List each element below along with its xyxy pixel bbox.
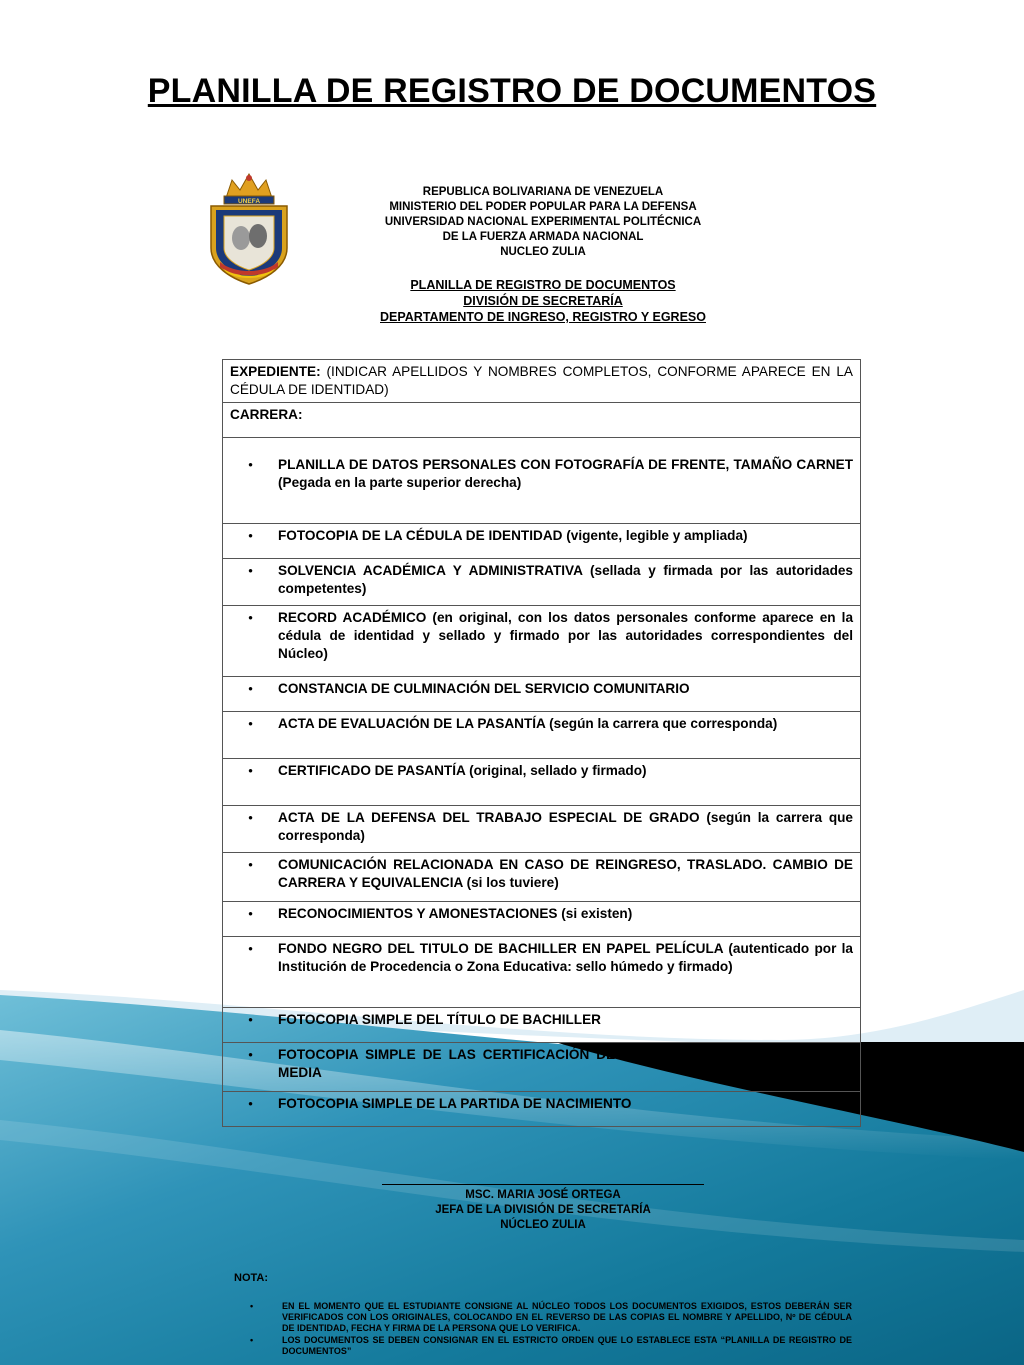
- signatory-role: JEFA DE LA DIVISIÓN DE SECRETARÍA: [435, 1204, 651, 1216]
- document-item: [223, 524, 861, 559]
- unefa-crest-logo: [206, 170, 292, 286]
- header-line: DE LA FUERZA ARMADA NACIONAL: [442, 231, 644, 243]
- document-item: [223, 712, 861, 759]
- header-line: UNIVERSIDAD NACIONAL EXPERIMENTAL POLITÉCNICA: [384, 216, 702, 228]
- bullet-icon: •: [248, 716, 253, 731]
- document-item-text: SOLVENCIA ACADÉMICA Y ADMINISTRATIVA (sellada y firmada por las autoridades competentes): [278, 563, 853, 596]
- bullet-icon: •: [248, 1012, 253, 1027]
- signatory-unit: NÚCLEO ZULIA: [500, 1219, 586, 1231]
- table-row: [223, 1092, 861, 1127]
- table-row: [223, 1043, 861, 1092]
- document-item-text: RECONOCIMIENTOS Y AMONESTACIONES (si existen): [278, 906, 633, 921]
- document-item: [223, 559, 861, 606]
- bullet-icon: •: [248, 457, 253, 472]
- document-item-text: ACTA DE EVALUACIÓN DE LA PASANTÍA (según la carrera que corresponda): [278, 716, 778, 731]
- document-item: [223, 853, 861, 902]
- table-row: [223, 524, 861, 559]
- document-item-text: ACTA DE LA DEFENSA DEL TRABAJO ESPECIAL DE GRADO (según la carrera que corresponda): [278, 810, 853, 843]
- document-item: [223, 606, 861, 677]
- document-item-text: FOTOCOPIA SIMPLE DE LAS CERTIFICACIÓN DE CALIFICACIONES DE EDUCACIÓN MEDIA: [278, 1047, 853, 1080]
- note-item: [250, 1335, 852, 1357]
- subheader-line: DEPARTAMENTO DE INGRESO, REGISTRO Y EGRESO: [380, 310, 706, 324]
- bullet-icon: •: [248, 941, 253, 956]
- signature-block: [382, 1184, 704, 1233]
- document-item: [223, 438, 861, 524]
- header-line: REPUBLICA BOLIVARIANA DE VENEZUELA: [422, 186, 664, 198]
- bullet-icon: •: [248, 528, 253, 543]
- document-item-text: FOTOCOPIA DE LA CÉDULA DE IDENTIDAD (vigente, legible y ampliada): [278, 528, 748, 543]
- note-item: [250, 1301, 852, 1334]
- page-title: PLANILLA DE REGISTRO DE DOCUMENTOS: [147, 72, 877, 110]
- expediente-label: EXPEDIENTE:: [230, 364, 321, 379]
- nota-label: NOTA:: [234, 1272, 269, 1284]
- expediente-cell[interactable]: [223, 360, 861, 403]
- bullet-icon: •: [248, 763, 253, 778]
- bullet-icon: •: [248, 906, 253, 921]
- document-item-text: PLANILLA DE DATOS PERSONALES CON FOTOGRAFÍA DE FRENTE, TAMAÑO CARNET (Pegada en la parte superior derecha): [278, 457, 853, 490]
- document-item-text: CONSTANCIA DE CULMINACIÓN DEL SERVICIO COMUNITARIO: [278, 681, 690, 696]
- logo-text: UNEFA: [237, 198, 261, 205]
- bullet-icon: •: [248, 810, 253, 825]
- document-item-text: COMUNICACIÓN RELACIONADA EN CASO DE REINGRESO, TRASLADO. CAMBIO DE CARRERA Y EQUIVALENCIA (si los tuviere): [278, 857, 853, 890]
- table-row: [223, 606, 861, 677]
- document-item: [223, 677, 861, 712]
- document-item-text: CERTIFICADO DE PASANTÍA (original, sellado y firmado): [278, 763, 647, 778]
- bullet-icon: •: [250, 1335, 254, 1345]
- table-row: [223, 438, 861, 524]
- table-row: [223, 759, 861, 806]
- bullet-icon: •: [250, 1301, 254, 1311]
- documents-table: [222, 359, 861, 1127]
- header-line: NUCLEO ZULIA: [500, 246, 586, 258]
- signature-line: [382, 1184, 704, 1185]
- bullet-icon: •: [248, 1047, 253, 1062]
- document-item: [223, 902, 861, 937]
- carrera-label: CARRERA:: [230, 407, 303, 422]
- bullet-icon: •: [248, 1096, 253, 1111]
- table-row: [223, 853, 861, 902]
- document-item-text: RECORD ACADÉMICO (en original, con los datos personales conforme aparece en la cédula de identidad y sellado y firmado por las autoridades correspondientes del Núcleo): [278, 610, 853, 661]
- document-item: [223, 1043, 861, 1092]
- carrera-cell[interactable]: [223, 403, 861, 438]
- table-row: [223, 403, 861, 438]
- signatory-name: MSC. MARIA JOSÉ ORTEGA: [465, 1189, 621, 1201]
- subheader-line: PLANILLA DE REGISTRO DE DOCUMENTOS: [410, 278, 676, 292]
- header-line: MINISTERIO DEL PODER POPULAR PARA LA DEFENSA: [389, 201, 697, 213]
- bullet-icon: •: [248, 681, 253, 696]
- document-item: [223, 1092, 861, 1127]
- document-item-text: FOTOCOPIA SIMPLE DE LA PARTIDA DE NACIMIENTO: [278, 1096, 632, 1111]
- table-row: [223, 806, 861, 853]
- subheader-line: DIVISIÓN DE SECRETARÍA: [463, 294, 623, 308]
- bullet-icon: •: [248, 563, 253, 578]
- form-subheader: [322, 277, 764, 325]
- document-item: [223, 937, 861, 1008]
- table-row: [223, 937, 861, 1008]
- note-text: LOS DOCUMENTOS SE DEBEN CONSIGNAR EN EL ESTRICTO ORDEN QUE LO ESTABLECE ESTA “PLANILLA DE REGISTRO DE DOCUMENTOS”: [282, 1335, 852, 1356]
- document-item-text: FONDO NEGRO DEL TITULO DE BACHILLER EN PAPEL PELÍCULA (autenticado por la Institución de Procedencia o Zona Educativa: sello húmedo y firmado): [278, 941, 853, 974]
- document-item: [223, 806, 861, 853]
- table-row: [223, 1008, 861, 1043]
- table-row: [223, 360, 861, 403]
- table-row: [223, 902, 861, 937]
- note-text: EN EL MOMENTO QUE EL ESTUDIANTE CONSIGNE AL NÚCLEO TODOS LOS DOCUMENTOS EXIGIDOS, ESTOS DEBERÁN SER VERIFICADOS CON LOS ORIGINALES, COLOCANDO EN EL REVERSO DE LAS COPIAS EL NOMBRE Y APELLIDO, Nº DE CÉDULA DE IDENTIDAD, FECHA Y FIRMA DE LA PERSONA QUE LO VERIFICA.: [282, 1301, 852, 1333]
- document-item-text: FOTOCOPIA SIMPLE DEL TÍTULO DE BACHILLER: [278, 1012, 601, 1027]
- institution-header: [322, 185, 764, 260]
- table-row: [223, 559, 861, 606]
- bullet-icon: •: [248, 610, 253, 625]
- table-row: [223, 712, 861, 759]
- bullet-icon: •: [248, 857, 253, 872]
- expediente-instructions: (INDICAR APELLIDOS Y NOMBRES COMPLETOS, CONFORME APARECE EN LA CÉDULA DE IDENTIDAD): [230, 364, 853, 397]
- document-item: [223, 759, 861, 806]
- table-row: [223, 677, 861, 712]
- notes-list: [250, 1301, 852, 1358]
- document-item: [223, 1008, 861, 1043]
